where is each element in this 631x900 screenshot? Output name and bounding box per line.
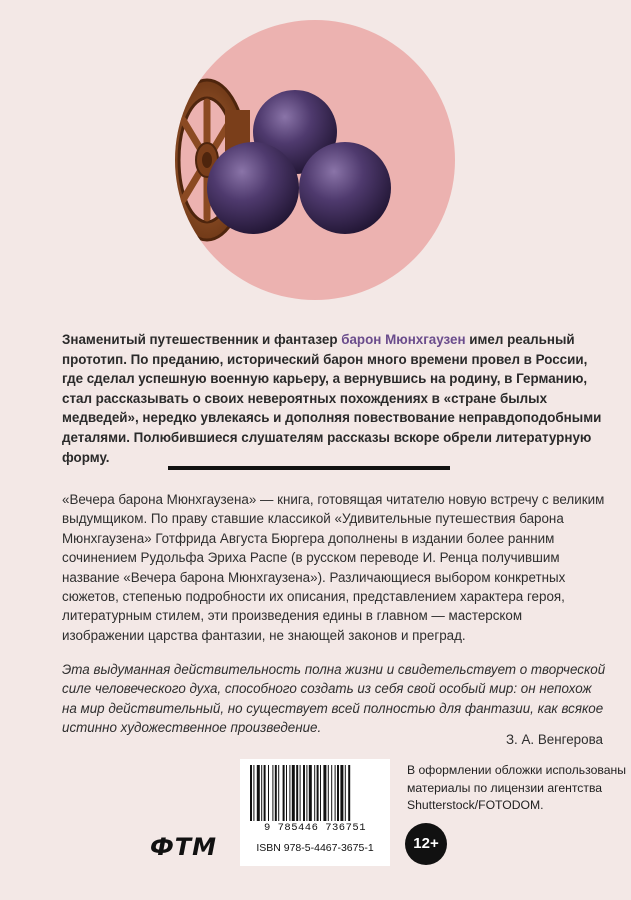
lead-paragraph — [62, 330, 602, 467]
lead-highlight: барон Мюнхгаузен — [341, 332, 466, 347]
divider-line — [168, 466, 450, 470]
barcode-block — [240, 759, 390, 866]
cover-illustration — [165, 10, 465, 310]
lead-text-start: Знаменитый путешественник и фантазер — [62, 332, 342, 347]
publisher-logo: ФТМ — [150, 833, 218, 861]
quote-text: Эта выдуманная действительность полна жизни и свидетельствует о творческой силе человеческого духа, способного создать из себя свой особый мир: он непохож на мир действительный, но существует всей полностью для фантазии, как всякое истинно художественное произведение. — [62, 662, 606, 736]
license-note: В оформлении обложки использованы материалы по лицензии агентства Shutterstock/FOTODOM. — [407, 763, 626, 813]
description-paragraph: «Вечера барона Мюнхгаузена» — книга, готовящая читателю новую встречу с великим выдумщиком. По праву ставшие классикой «Удивительные путешествия барона Мюнхгаузена» Готфрида Августа Бюргера дополнены в издании более ранним сочинением Рудольфа Эриха Распе (в русском переводе И. Ренца получившим название «Вечера барона Мюнхгаузена»). Различающиеся выбором конкретных сюжетов, степенью подробности их описания, представлением характера героя, литературным стилем, эти произведения едины в главном — мастерском изображении царства фантазии, не знающей законов и преград. — [62, 492, 605, 643]
quote-author: З. А. Венгерова — [505, 732, 603, 747]
barcode-icon — [248, 765, 382, 821]
age-rating-badge: 12+ — [405, 823, 447, 865]
barcode-digits: 9 785446 736751 — [263, 822, 366, 834]
lead-text-end: имел реальный прототип. По преданию, исторический барон много времени провел в России, где сделал успешную военную карьеру, а вернувшись на родину, в Германию, стал рассказывать о своих невероятных похождениях в «стране былых медведей», нередко увлекаясь и дополняя повествование неправдоподобными деталями. Полюбившиеся слушателям рассказы вскоре обрели литературную форму. — [62, 332, 602, 465]
isbn-text: ISBN 978-5-4467-3675-1 — [256, 842, 374, 854]
